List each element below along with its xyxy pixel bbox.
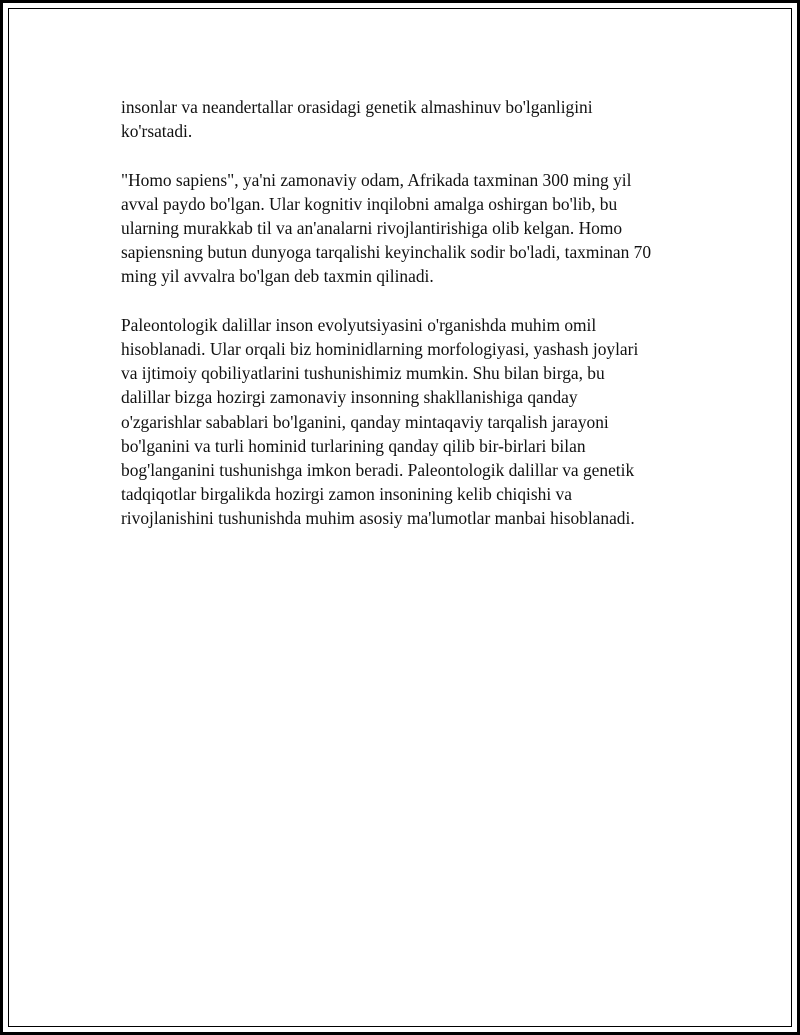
text-line: "Homo sapiens", ya'ni zamonaviy odam, Afrikada taxminan 300 ming yil <box>121 169 632 190</box>
text-line: ming yil avvalra bo'lgan deb taxmin qilinadi. <box>121 266 434 287</box>
text-line: va ijtimoiy qobiliyatlarini tushunishimiz mumkin. Shu bilan birga, bu <box>121 363 605 384</box>
text-line: tadqiqotlar birgalikda hozirgi zamon insonining kelib chiqishi va <box>121 484 572 505</box>
text-line: o'zgarishlar sabablari bo'lganini, qanday mintaqaviy tarqalish jarayoni <box>121 411 609 432</box>
paragraph-2 <box>121 168 701 289</box>
paragraph-1 <box>121 95 701 143</box>
paragraph-3 <box>121 313 701 531</box>
document-body <box>121 95 701 555</box>
text-line: avval paydo bo'lgan. Ular kognitiv inqilobni amalga oshirgan bo'lib, bu <box>121 193 618 214</box>
text-line: bo'lganini va turli hominid turlarining qanday qilib bir-birlari bilan <box>121 435 586 456</box>
text-line: rivojlanishini tushunishda muhim asosiy ma'lumotlar manbai hisoblanadi. <box>121 508 635 529</box>
text-line: insonlar va neandertallar orasidagi genetik almashinuv bo'lganligini <box>121 97 593 117</box>
text-line: dalillar bizga hozirgi zamonaviy insonning shakllanishiga qanday <box>121 387 578 408</box>
text-line: ularning murakkab til va an'analarni rivojlantirishiga olib kelgan. Homo <box>121 218 623 238</box>
text-line: hisoblanadi. Ular orqali biz hominidlarning morfologiyasi, yashash joylari <box>121 339 639 359</box>
text-line: bog'langanini tushunishga imkon beradi. Paleontologik dalillar va genetik <box>121 460 635 481</box>
text-line: sapiensning butun dunyoga tarqalishi keyinchalik sodir bo'ladi, taxminan 70 <box>121 242 652 263</box>
text-line: Paleontologik dalillar inson evolyutsiyasini o'rganishda muhim omil <box>121 314 597 335</box>
text-line: ko'rsatadi. <box>121 121 193 142</box>
